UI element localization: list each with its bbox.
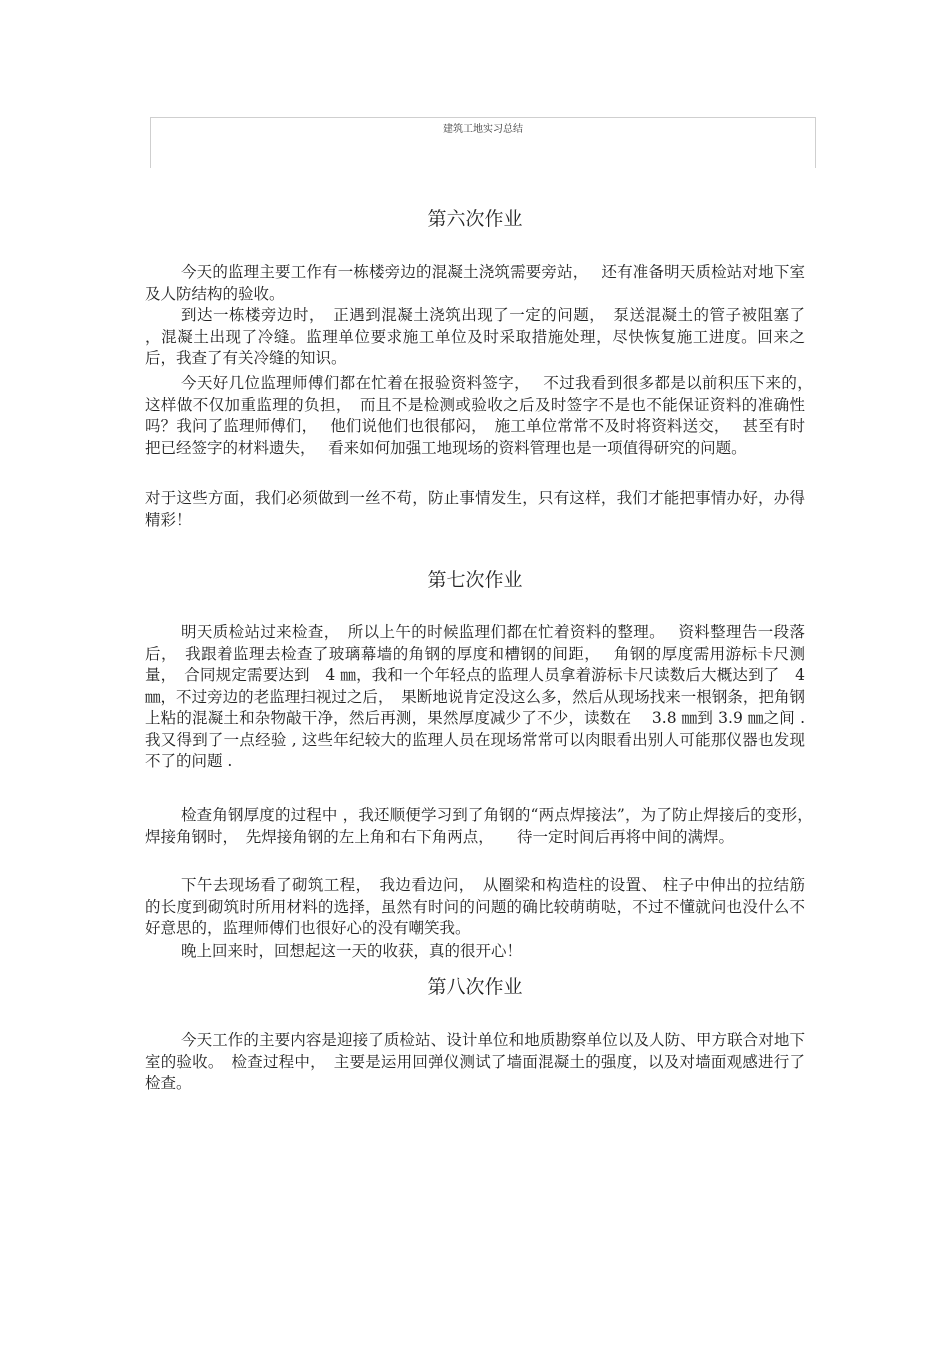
paragraph: 今天好几位监理师傅们都在忙着在报验资料签字， 不过我看到很多都是以前积压下来的， 这样做不仅加重监理的负担， 而且不是检测或验收之后及时签字不是也不能保证资料的准确性吗？我问了监理师傅们， 他们说他们也很郁闷， 施工单位常常不及时将资料送交， 甚至有时把已经签字的材料遗失， 看来如何加强工地现场的资料管理也是一项值得研究的问题。 (145, 374, 821, 457)
paragraph: 到达一栋楼旁边时， 正遇到混凝土浇筑出现了一定的问题， 泵送混凝土的管子被阻塞了 ，混凝土出现了冷缝。监理单位要求施工单位及时采取措施处理，尽快恢复施工进度。回来之后，我查了有关冷缝的知识。 (145, 306, 805, 367)
paragraph: 检查角钢厚度的过程中 ，我还顺便学习到了角钢的“两点焊接法”，为了防止焊接后的变形， 焊接角钢时， 先焊接角钢的左上角和右下角两点， 待一定时间后再将中间的满焊。 (145, 806, 821, 846)
section-title-7: 第七次作业 (427, 569, 523, 591)
page-header (150, 117, 816, 168)
paragraph: 明天质检站过来检查， 所以上午的时候监理们都在忙着资料的整理。 资料整理告一段落后， 我跟着监理去检查了玻璃幕墙的角钢的厚度和槽钢的间距， 角钢的厚度需用游标卡尺测量， 合同规定需要达到 4 ㎜，我和一个年轻点的监理人员拿着游标卡尺读数后大概达到了 4 ㎜，不过旁边的老监理扫视过之后， 果断地说肯定没这么多，然后从现场找来一根钢条，把角钢上粘的混凝土和杂物敲干净，然后再测，果然厚度减少了不少，读数在 3.8 ㎜到 3.9 ㎜之间 . 我又得到了一点经验 , 这些年纪较大的监理人员在现场常常可以肉眼看出别人可能那仪器也发现不了的问题 . (145, 623, 805, 770)
section-title-8: 第八次作业 (427, 976, 523, 998)
paragraph: 对于这些方面，我们必须做到一丝不苟，防止事情发生，只有这样，我们才能把事情办好，办得精彩！ (145, 489, 805, 529)
paragraph: 今天的监理主要工作有一栋楼旁边的混凝土浇筑需要旁站， 还有准备明天质检站对地下室及人防结构的验收。 (145, 263, 805, 303)
section-title-6: 第六次作业 (427, 208, 523, 230)
paragraph: 今天工作的主要内容是迎接了质检站、设计单位和地质勘察单位以及人防、甲方联合对地下室的验收。 检查过程中， 主要是运用回弹仪测试了墙面混凝土的强度，以及对墙面观感进行了检查。 (145, 1031, 805, 1092)
header-title: 建筑工地实习总结 (443, 124, 523, 135)
paragraph: 晚上回来时，回想起这一天的收获，真的很开心！ (181, 942, 523, 960)
paragraph: 下午去现场看了砌筑工程， 我边看边问， 从圈梁和构造柱的设置、 柱子中伸出的拉结筋的长度到砌筑时所用材料的选择，虽然有时问的问题的确比较萌萌哒，不过不懂就问也没什么不好意思的，监理师傅们也很好心的没有嘲笑我。 (145, 876, 805, 937)
